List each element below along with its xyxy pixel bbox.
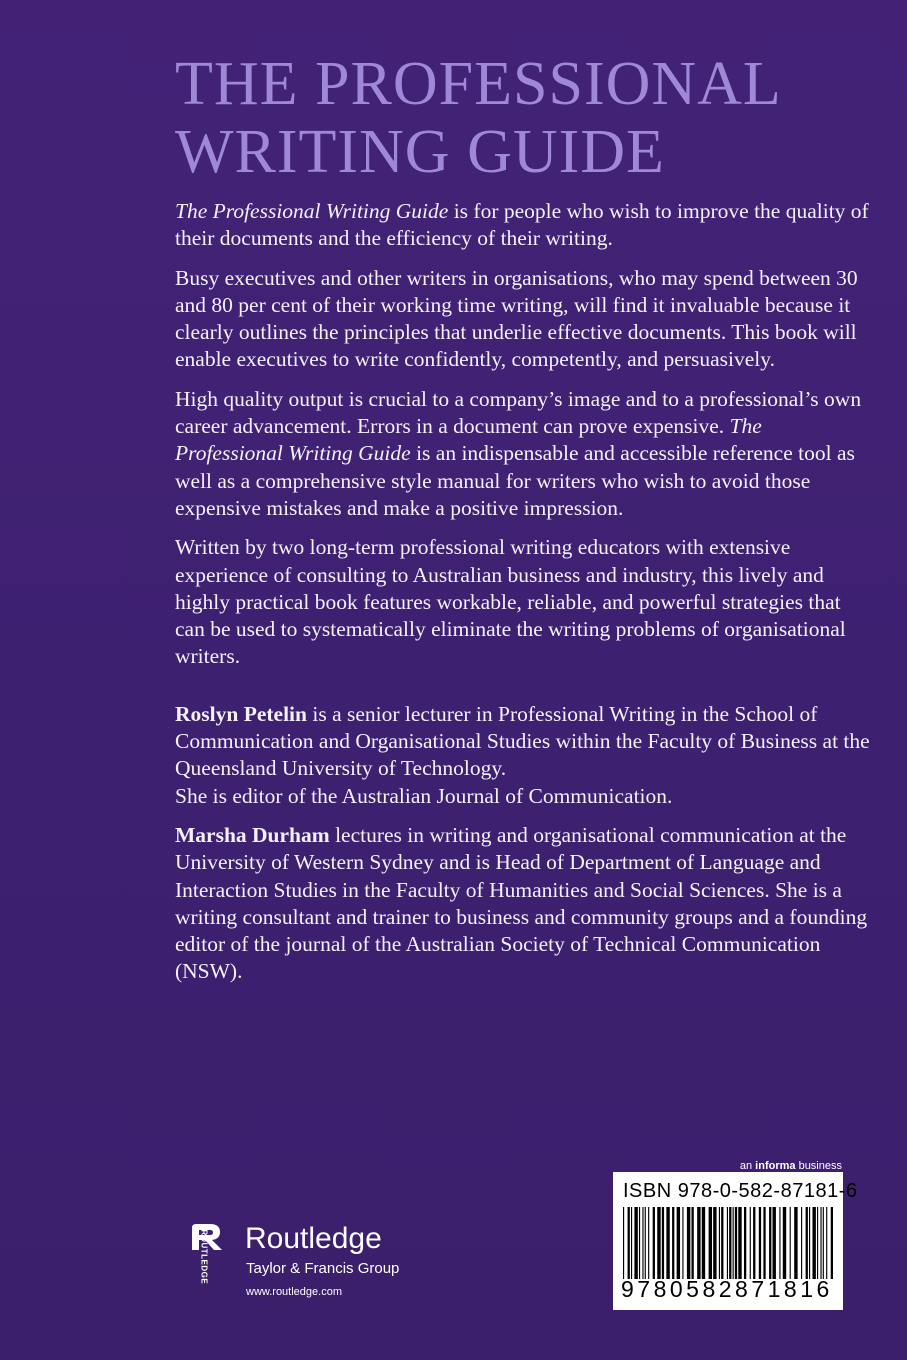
barcode-bar: [817, 1207, 818, 1279]
barcode-bar: [642, 1207, 643, 1279]
barcode-bar: [753, 1207, 755, 1279]
barcode-bar: [672, 1207, 674, 1279]
barcode-bar: [662, 1207, 664, 1279]
barcode-bar: [623, 1207, 624, 1279]
publisher-logo: [188, 1222, 448, 1312]
barcode-bar: [653, 1207, 655, 1279]
author-bio-1: Roslyn Petelin is a senior lecturer in Professional Writing in the School of Communication and Organisational Studies within the Faculty of Business at the Queensland University of Technology.: [175, 701, 870, 781]
author-name: Roslyn Petelin: [175, 701, 307, 726]
informa-tagline: an informa business: [739, 1160, 842, 1172]
barcode-bar: [682, 1207, 683, 1279]
barcode-bar: [697, 1207, 700, 1279]
barcode-bar: [759, 1207, 761, 1279]
barcode-bar: [727, 1207, 728, 1279]
barcode-bar: [773, 1207, 776, 1279]
blurb-paragraph-4: Written by two long-term professional writing educators with extensive experience of consulting to Australian business and industry, this lively and highly practical book features workable, reliable, and powerful strategies that can be used to systematically eliminate the writing problems of organisational writers.: [175, 535, 846, 669]
barcode-bars: [623, 1207, 833, 1279]
barcode-bar: [691, 1207, 693, 1279]
barcode-bar: [677, 1207, 680, 1279]
barcode-bar: [702, 1207, 705, 1279]
isbn-barcode: [613, 1172, 858, 1310]
barcode-bar: [738, 1207, 741, 1279]
barcode-bar: [729, 1207, 731, 1279]
barcode-bar: [820, 1207, 821, 1279]
barcode-bar: [631, 1207, 632, 1279]
barcode-bar: [823, 1207, 824, 1279]
isbn-label: ISBN 978-0-582-87181-6: [623, 1180, 858, 1202]
barcode-bar: [735, 1207, 737, 1279]
barcode-bar: [783, 1207, 786, 1279]
barcode-bar: [666, 1207, 669, 1279]
barcode-bar: [721, 1207, 723, 1279]
barcode-bar: [709, 1207, 712, 1279]
blurb-paragraph-3: High quality output is crucial to a company’s image and to a professional’s own career advancement. Errors in a document can prove expensive. The Professional Writing Guide is an indispensable and accessible reference tool as well as a comprehensive style manual for writers who wish to avoid those expensive mistakes and make a positive impression.: [175, 386, 862, 520]
barcode-bar: [634, 1207, 637, 1279]
barcode-digits: 9780582871816: [621, 1276, 833, 1302]
barcode-bar: [657, 1207, 660, 1279]
book-title-italic: The Professional Writing Guide: [175, 199, 449, 223]
routledge-vertical-text: ROUTLEDGE: [199, 1229, 209, 1285]
author-bio-1-extra: She is editor of the Australian Journal of Communication.: [175, 783, 673, 808]
barcode-bar: [806, 1207, 808, 1279]
title-line-1: THE PROFESSIONAL: [175, 50, 782, 118]
book-title-italic: The Professional Writing Guide: [175, 414, 762, 466]
barcode-bar: [719, 1207, 720, 1279]
barcode-bar: [713, 1207, 716, 1279]
barcode-bar: [812, 1207, 815, 1279]
barcode-bar: [733, 1207, 734, 1279]
barcode-bar: [750, 1207, 751, 1279]
barcode-bar: [831, 1207, 833, 1279]
barcode-bar: [794, 1207, 797, 1279]
book-title: [175, 50, 875, 186]
author-name: Marsha Durham: [175, 822, 330, 847]
author-bio-2: Marsha Durham lectures in writing and organisational communication at the University of Western Sydney and is Head of Department of Language and Interaction Studies in the Faculty of Humanities and Social Sciences. She is a writing consultant and trainer to business and community groups and a founding editor of the journal of the Australian Society of Technical Communication (NSW).: [175, 822, 868, 984]
barcode-bar: [744, 1207, 746, 1279]
barcode-bar: [809, 1207, 810, 1279]
blurb-paragraph-1: The Professional Writing Guide is for people who wish to improve the quality of their documents and the efficiency of their writing.: [175, 199, 869, 251]
barcode-bar: [639, 1207, 640, 1279]
barcode-bar: [826, 1207, 827, 1279]
publisher-name: Routledge: [245, 1222, 382, 1255]
barcode-bar: [763, 1207, 765, 1279]
barcode-bar: [769, 1207, 771, 1279]
barcode-bar: [790, 1207, 791, 1279]
title-line-2: WRITING GUIDE: [175, 118, 665, 186]
barcode-bar: [628, 1207, 630, 1279]
barcode-bar: [648, 1207, 649, 1279]
barcode-bar: [779, 1207, 780, 1279]
publisher-group: Taylor & Francis Group: [246, 1260, 400, 1277]
publisher-url[interactable]: www.routledge.com: [246, 1286, 342, 1298]
barcode-bar: [687, 1207, 690, 1279]
barcode-bar: [801, 1207, 802, 1279]
blurb: [175, 198, 875, 998]
blurb-paragraph-2: Busy executives and other writers in organisations, who may spend between 30 and 80 per cent of their working time writing, will find it invaluable because it clearly outlines the principles that underlie effective documents. This book will enable executives to write confidently, competently, and persuasively.: [175, 265, 858, 372]
barcode-bar: [645, 1207, 646, 1279]
